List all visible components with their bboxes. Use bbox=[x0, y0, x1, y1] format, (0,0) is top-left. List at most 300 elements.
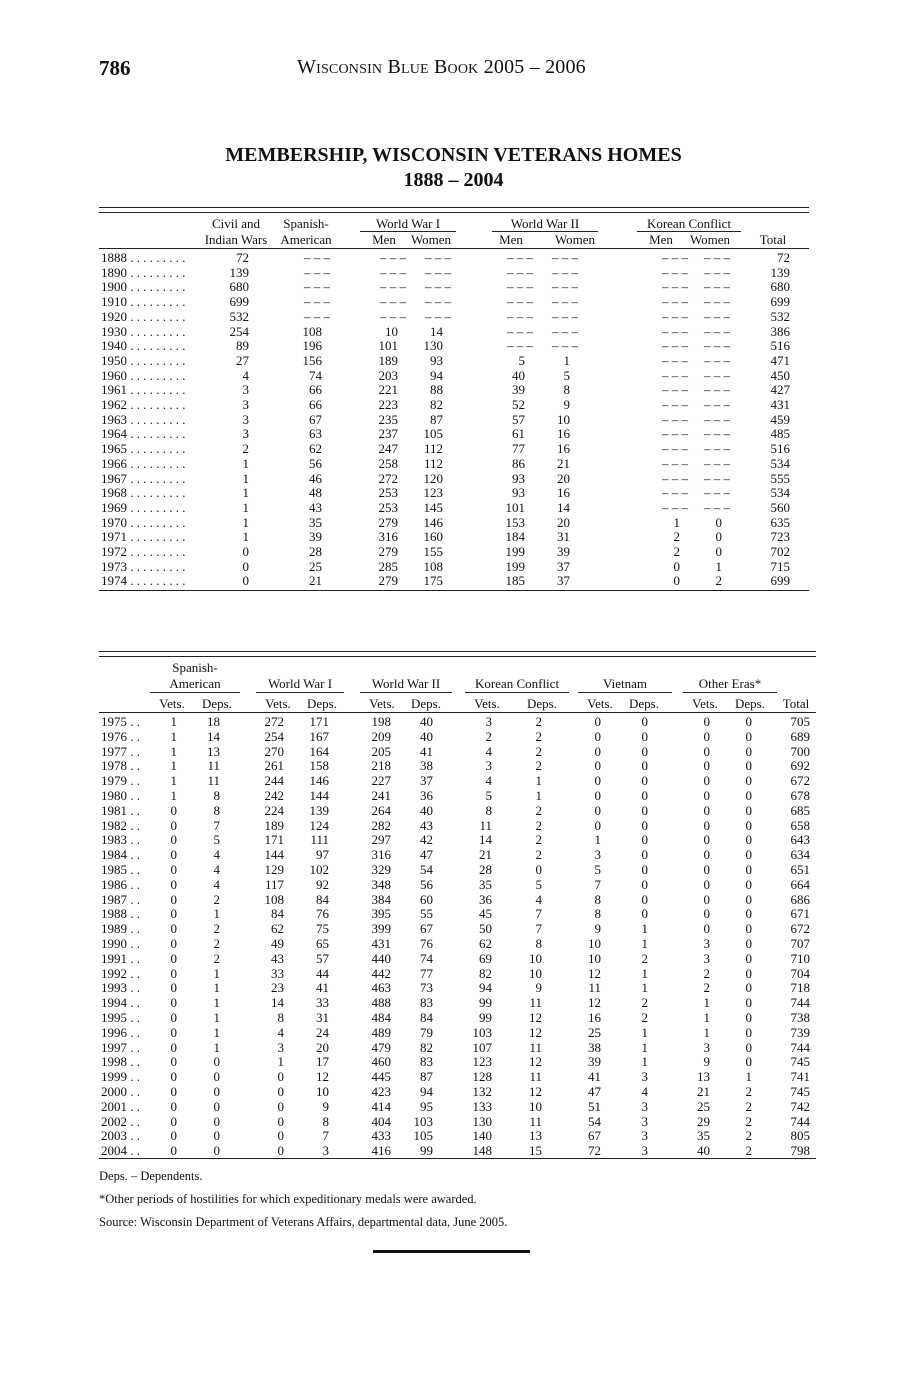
table1-cell: 145 bbox=[423, 499, 443, 515]
table2-cell: 0 bbox=[641, 847, 648, 863]
table2-cell: 47 bbox=[588, 1084, 601, 1099]
table1-cell: 14 bbox=[557, 499, 570, 515]
table2-cell: 272 bbox=[264, 714, 284, 729]
table2-cell: 0 bbox=[170, 950, 177, 966]
table1-cell: 72 bbox=[777, 250, 790, 265]
table2-row-year: 1977 . . bbox=[101, 743, 140, 759]
t2-vets-hdr: Vets. bbox=[159, 696, 185, 711]
table1-cell: 189 bbox=[378, 352, 398, 368]
table2-cell: 92 bbox=[316, 876, 329, 892]
table2-cell: 0 bbox=[170, 906, 177, 922]
table1-cell: – – – bbox=[507, 308, 533, 324]
table1-cell: – – – bbox=[662, 279, 688, 295]
table1-cell: 702 bbox=[770, 544, 790, 559]
table2-cell: 0 bbox=[213, 1084, 220, 1099]
table1-cell: 108 bbox=[302, 323, 322, 339]
table1-cell: 285 bbox=[378, 558, 398, 574]
table1-row-year: 1962 . . . . . . . . . bbox=[101, 397, 186, 412]
table2-cell: 40 bbox=[420, 802, 433, 818]
table1-row-year: 1966 . . . . . . . . . bbox=[101, 455, 186, 471]
table2-cell: 54 bbox=[420, 862, 433, 877]
table2-cell: 130 bbox=[472, 1113, 492, 1129]
table2-row-year: 1981 . . bbox=[101, 802, 140, 818]
table2-cell: 0 bbox=[170, 847, 177, 863]
table2-cell: 9 bbox=[594, 921, 601, 937]
table1-top-rule-2 bbox=[99, 212, 809, 213]
table1-cell: 3 bbox=[242, 382, 249, 398]
table2-cell: 4 bbox=[641, 1084, 648, 1099]
table2-cell: 0 bbox=[703, 728, 710, 744]
table2-cell: 227 bbox=[371, 773, 391, 789]
table2-cell: 2 bbox=[535, 832, 542, 848]
table1-cell: 272 bbox=[378, 470, 398, 486]
table2-cell: 254 bbox=[264, 728, 284, 744]
table2-cell: 0 bbox=[703, 714, 710, 729]
t2-vets-hdr: Vets. bbox=[369, 696, 395, 711]
t1-korea-hdr: Korean Conflict bbox=[646, 216, 732, 231]
table2-cell: 94 bbox=[479, 980, 492, 996]
table2-cell: 1 bbox=[535, 788, 542, 803]
table2-cell: 4 bbox=[213, 876, 220, 892]
table2-cell: 10 bbox=[529, 965, 542, 981]
table2-cell: 0 bbox=[641, 773, 648, 789]
table2-cell: 83 bbox=[420, 1054, 433, 1070]
table2-cell: 133 bbox=[472, 1098, 492, 1114]
table2-cell: 7 bbox=[322, 1128, 329, 1144]
t1-ww2-women-hdr: Women bbox=[554, 232, 596, 247]
table1-cell: 123 bbox=[423, 485, 443, 501]
table1-cell: 555 bbox=[770, 470, 790, 486]
table2-cell: 2 bbox=[745, 1098, 752, 1114]
running-head bbox=[99, 56, 815, 82]
table2-cell: 384 bbox=[371, 891, 391, 907]
table1-cell: 108 bbox=[423, 558, 443, 574]
table2-row-year: 1982 . . bbox=[101, 817, 140, 833]
table2-cell: 2 bbox=[535, 847, 542, 863]
table2-row-year: 1992 . . bbox=[101, 965, 140, 981]
table1-cell: 39 bbox=[309, 529, 322, 545]
table2-cell: 433 bbox=[371, 1128, 391, 1144]
table2-cell: 31 bbox=[316, 1010, 329, 1025]
table2-cell: 38 bbox=[588, 1039, 601, 1055]
table1-cell: 72 bbox=[236, 250, 249, 265]
table2-cell: 8 bbox=[213, 802, 220, 818]
t2-deps-hdr: Deps. bbox=[735, 696, 765, 711]
table2-cell: 13 bbox=[207, 743, 220, 759]
table2-cell: 0 bbox=[745, 980, 752, 996]
table1-cell: 699 bbox=[770, 573, 790, 589]
table1-cell: – – – bbox=[425, 294, 451, 310]
table2-cell: 805 bbox=[790, 1128, 810, 1144]
table2-cell: 146 bbox=[309, 773, 329, 789]
table2-cell: 404 bbox=[371, 1113, 391, 1129]
t1-ww2-hdr: World War II bbox=[510, 216, 580, 231]
table2-cell: 0 bbox=[703, 743, 710, 759]
table2-cell: 0 bbox=[277, 1098, 284, 1114]
table2-cell: 0 bbox=[213, 1143, 220, 1159]
table1-cell: 254 bbox=[229, 323, 249, 339]
table2-cell: 60 bbox=[420, 891, 433, 907]
table2-cell: 0 bbox=[170, 1024, 177, 1040]
table2-cell: 54 bbox=[588, 1113, 601, 1129]
table2-cell: 4 bbox=[213, 862, 220, 877]
table2-cell: 489 bbox=[371, 1024, 391, 1040]
table2-cell: 11 bbox=[207, 773, 220, 789]
table2-cell: 3 bbox=[594, 847, 601, 863]
table2-cell: 67 bbox=[588, 1128, 601, 1144]
table1-row-year: 1968 . . . . . . . . . bbox=[101, 485, 186, 501]
table2-cell: 97 bbox=[316, 847, 329, 863]
table1-cell: – – – bbox=[380, 250, 406, 265]
t1-spanish-hdr-2: American bbox=[280, 232, 332, 247]
table1-cell: 534 bbox=[770, 485, 790, 501]
table1-cell: 66 bbox=[309, 397, 322, 412]
table2-cell: 224 bbox=[264, 802, 284, 818]
table2-cell: 41 bbox=[316, 980, 329, 996]
table2-cell: 3 bbox=[277, 1039, 284, 1055]
book-title: Wisconsin Blue Book 2005 – 2006 bbox=[297, 56, 586, 78]
table2-cell: 4 bbox=[485, 743, 492, 759]
table1-cell: 560 bbox=[770, 499, 790, 515]
table2-cell: 710 bbox=[790, 950, 810, 966]
table1-cell: 139 bbox=[770, 264, 790, 280]
table1-cell: 1 bbox=[242, 514, 249, 530]
table2-cell: 40 bbox=[420, 728, 433, 744]
table1-cell: 10 bbox=[385, 323, 398, 339]
table2-cell: 38 bbox=[420, 758, 433, 774]
table2-cell: 40 bbox=[697, 1143, 710, 1159]
table2-cell: 13 bbox=[697, 1069, 710, 1085]
table2-cell: 0 bbox=[641, 802, 648, 818]
table1-cell: 427 bbox=[770, 382, 790, 398]
table1-cell: 8 bbox=[563, 382, 570, 398]
table1-cell: – – – bbox=[662, 441, 688, 457]
table2-cell: 1 bbox=[745, 1069, 752, 1085]
table2-cell: 5 bbox=[535, 876, 542, 892]
table2-row-year: 1996 . . bbox=[101, 1024, 140, 1040]
table2-cell: 0 bbox=[170, 965, 177, 981]
table2-cell: 0 bbox=[703, 817, 710, 833]
table2-cell: 14 bbox=[479, 832, 492, 848]
table1-cell: 3 bbox=[242, 426, 249, 442]
t2-spanish-underline bbox=[150, 692, 240, 693]
table2-cell: 0 bbox=[703, 921, 710, 937]
table2-cell: 686 bbox=[790, 891, 810, 907]
table1-cell: 635 bbox=[770, 514, 790, 530]
table2-cell: 0 bbox=[170, 1098, 177, 1114]
table1-cell: 1 bbox=[715, 558, 722, 574]
table2-row-year: 1984 . . bbox=[101, 847, 140, 863]
table1-cell: – – – bbox=[380, 279, 406, 295]
t2-korea-underline bbox=[465, 692, 569, 693]
table2-cell: 0 bbox=[170, 1113, 177, 1129]
table2-cell: 0 bbox=[641, 817, 648, 833]
table1-cell: 532 bbox=[229, 308, 249, 324]
table1-cell: – – – bbox=[704, 499, 730, 515]
table2-cell: 218 bbox=[371, 758, 391, 774]
table2-cell: 742 bbox=[790, 1098, 810, 1114]
table2-cell: 2 bbox=[745, 1084, 752, 1099]
table2-cell: 4 bbox=[535, 891, 542, 907]
table1-cell: 316 bbox=[378, 529, 398, 545]
table2-row-year: 1980 . . bbox=[101, 788, 140, 803]
table2-cell: 1 bbox=[213, 980, 220, 996]
table1-cell: 16 bbox=[557, 485, 570, 501]
table2-cell: 678 bbox=[790, 788, 810, 803]
table2-cell: 57 bbox=[316, 950, 329, 966]
table2-cell: 3 bbox=[703, 936, 710, 951]
table2-cell: 463 bbox=[371, 980, 391, 996]
table1-cell: 67 bbox=[309, 411, 322, 427]
table2-row-year: 1991 . . bbox=[101, 950, 140, 966]
table2-cell: 651 bbox=[790, 862, 810, 877]
table1-cell: 1 bbox=[242, 455, 249, 471]
table2-cell: 84 bbox=[316, 891, 329, 907]
table1-cell: – – – bbox=[662, 411, 688, 427]
table1-cell: 146 bbox=[423, 514, 443, 530]
table1-cell: 35 bbox=[309, 514, 322, 530]
table2-cell: 1 bbox=[594, 832, 601, 848]
table2-cell: 1 bbox=[641, 965, 648, 981]
table2-cell: 479 bbox=[371, 1039, 391, 1055]
table1-cell: 184 bbox=[505, 529, 525, 545]
table2-cell: 11 bbox=[588, 980, 601, 996]
table2-cell: 440 bbox=[371, 950, 391, 966]
table1-cell: 1 bbox=[242, 529, 249, 545]
t2-vets-hdr: Vets. bbox=[587, 696, 613, 711]
table1-cell: 199 bbox=[505, 558, 525, 574]
table2-cell: 348 bbox=[371, 876, 391, 892]
table1-cell: – – – bbox=[304, 264, 330, 280]
table2-cell: 25 bbox=[697, 1098, 710, 1114]
table1-cell: 27 bbox=[236, 352, 249, 368]
table1-cell: 680 bbox=[229, 279, 249, 295]
table2-cell: 3 bbox=[703, 950, 710, 966]
table1-cell: 28 bbox=[309, 544, 322, 559]
table2-cell: 123 bbox=[472, 1054, 492, 1070]
table1-cell: – – – bbox=[662, 485, 688, 501]
t2-deps-hdr: Deps. bbox=[307, 696, 337, 711]
table2-cell: 11 bbox=[479, 817, 492, 833]
table2-cell: 117 bbox=[264, 876, 284, 892]
table1-cell: – – – bbox=[304, 279, 330, 295]
table2-cell: 484 bbox=[371, 1010, 391, 1025]
table2-cell: 0 bbox=[170, 1010, 177, 1025]
table1-cell: 56 bbox=[309, 455, 322, 471]
table1-cell: 516 bbox=[770, 441, 790, 457]
table2-cell: 41 bbox=[420, 743, 433, 759]
table2-cell: 8 bbox=[594, 906, 601, 922]
table2-cell: 35 bbox=[697, 1128, 710, 1144]
table2-cell: 0 bbox=[535, 862, 542, 877]
table2-top-rule bbox=[99, 651, 816, 652]
table1-cell: – – – bbox=[425, 250, 451, 265]
table1-cell: – – – bbox=[507, 338, 533, 354]
table1-cell: – – – bbox=[380, 294, 406, 310]
table1-row-year: 1890 . . . . . . . . . bbox=[101, 264, 186, 280]
t2-vietnam-underline bbox=[578, 692, 672, 693]
table2-cell: 1 bbox=[170, 743, 177, 759]
table1-row-year: 1960 . . . . . . . . . bbox=[101, 367, 186, 383]
table1-cell: – – – bbox=[507, 323, 533, 339]
table1-cell: 25 bbox=[309, 558, 322, 574]
table2-cell: 62 bbox=[479, 936, 492, 951]
table2-cell: 5 bbox=[594, 862, 601, 877]
table2-cell: 10 bbox=[588, 936, 601, 951]
table1-cell: – – – bbox=[662, 352, 688, 368]
table2-cell: 0 bbox=[703, 802, 710, 818]
table2-cell: 744 bbox=[790, 1113, 810, 1129]
table2-row-year: 1986 . . bbox=[101, 876, 140, 892]
table2-cell: 658 bbox=[790, 817, 810, 833]
table1-cell: 40 bbox=[512, 367, 525, 383]
table1-cell: 89 bbox=[236, 338, 249, 354]
table2-row-year: 2004 . . bbox=[101, 1143, 140, 1159]
table2-cell: 431 bbox=[371, 936, 391, 951]
table1-cell: 74 bbox=[309, 367, 322, 383]
table2-cell: 99 bbox=[479, 1010, 492, 1025]
table2-cell: 1 bbox=[170, 773, 177, 789]
table2-cell: 14 bbox=[207, 728, 220, 744]
table2-row-year: 1990 . . bbox=[101, 936, 140, 951]
table1-cell: 63 bbox=[309, 426, 322, 442]
table1-cell: 93 bbox=[430, 352, 443, 368]
table2-cell: 8 bbox=[322, 1113, 329, 1129]
t2-vets-hdr: Vets. bbox=[265, 696, 291, 711]
table2-cell: 297 bbox=[371, 832, 391, 848]
table1-cell: – – – bbox=[380, 308, 406, 324]
table1-cell: 5 bbox=[563, 367, 570, 383]
table1-cell: – – – bbox=[704, 338, 730, 354]
table1-cell: 94 bbox=[430, 367, 443, 383]
table2-cell: 33 bbox=[271, 965, 284, 981]
table2-row-year: 1999 . . bbox=[101, 1069, 140, 1085]
table2-cell: 0 bbox=[641, 862, 648, 877]
table2-cell: 12 bbox=[588, 965, 601, 981]
table2-cell: 0 bbox=[277, 1128, 284, 1144]
table2-cell: 2 bbox=[641, 995, 648, 1011]
table1-row-year: 1888 . . . . . . . . . bbox=[101, 250, 186, 265]
table2-cell: 94 bbox=[420, 1084, 433, 1099]
table2-cell: 0 bbox=[745, 817, 752, 833]
table2-cell: 139 bbox=[309, 802, 329, 818]
table2-cell: 108 bbox=[264, 891, 284, 907]
table2-cell: 634 bbox=[790, 847, 810, 863]
table2-cell: 0 bbox=[170, 802, 177, 818]
table2-cell: 2 bbox=[703, 965, 710, 981]
table1-cell: – – – bbox=[425, 279, 451, 295]
table2-cell: 28 bbox=[479, 862, 492, 877]
table1-cell: 101 bbox=[378, 338, 398, 354]
t2-ww1-underline bbox=[256, 692, 344, 693]
table2-cell: 423 bbox=[371, 1084, 391, 1099]
page-number: 786 bbox=[99, 56, 131, 80]
table2-cell: 0 bbox=[277, 1113, 284, 1129]
table2-cell: 0 bbox=[170, 1143, 177, 1159]
note-source: Source: Wisconsin Department of Veterans Affairs, departmental data, June 2005. bbox=[99, 1215, 508, 1229]
table2-cell: 105 bbox=[413, 1128, 433, 1144]
table2-cell: 5 bbox=[485, 788, 492, 803]
table2-cell: 51 bbox=[588, 1098, 601, 1114]
table2-cell: 2 bbox=[745, 1113, 752, 1129]
table2-cell: 10 bbox=[588, 950, 601, 966]
table2-cell: 0 bbox=[170, 1084, 177, 1099]
table2-cell: 244 bbox=[264, 773, 284, 789]
table2-cell: 0 bbox=[703, 788, 710, 803]
table2-cell: 264 bbox=[371, 802, 391, 818]
table1-row-year: 1969 . . . . . . . . . bbox=[101, 499, 186, 515]
table2-cell: 99 bbox=[479, 995, 492, 1011]
table2-cell: 84 bbox=[420, 1010, 433, 1025]
table1-cell: – – – bbox=[662, 323, 688, 339]
table2-cell: 2 bbox=[213, 936, 220, 951]
table1-cell: 279 bbox=[378, 573, 398, 589]
table1-cell: – – – bbox=[662, 426, 688, 442]
table1-row-year: 1974 . . . . . . . . . bbox=[101, 573, 186, 589]
table1-cell: 112 bbox=[423, 455, 443, 471]
t1-ww2-men-hdr: Men bbox=[499, 232, 523, 247]
table2-cell: 76 bbox=[420, 936, 433, 951]
footnotes bbox=[99, 1165, 507, 1234]
table2-cell: 12 bbox=[529, 1084, 542, 1099]
table2-cell: 672 bbox=[790, 921, 810, 937]
table1-row-year: 1930 . . . . . . . . . bbox=[101, 323, 186, 339]
table2-cell: 189 bbox=[264, 817, 284, 833]
table2-cell: 7 bbox=[213, 817, 220, 833]
table1-row-year: 1961 . . . . . . . . . bbox=[101, 382, 186, 398]
table1-cell: 699 bbox=[229, 294, 249, 310]
table2-cell: 0 bbox=[170, 980, 177, 996]
table2-cell: 111 bbox=[310, 832, 329, 848]
table2-cell: 241 bbox=[371, 788, 391, 803]
table1-cell: – – – bbox=[704, 352, 730, 368]
t2-vets-hdr: Vets. bbox=[474, 696, 500, 711]
table2-cell: 692 bbox=[790, 758, 810, 774]
table1-cell: 87 bbox=[430, 411, 443, 427]
table2-cell: 1 bbox=[535, 773, 542, 789]
table1-cell: 386 bbox=[770, 323, 790, 339]
t2-other-eras-underline bbox=[683, 692, 777, 693]
t2-korea-hdr: Korean Conflict bbox=[474, 676, 560, 691]
table1-cell: 4 bbox=[242, 367, 249, 383]
table1-cell: – – – bbox=[704, 264, 730, 280]
table2-cell: 1 bbox=[170, 714, 177, 729]
table2-cell: 685 bbox=[790, 802, 810, 818]
table2-cell: 0 bbox=[745, 1024, 752, 1040]
table2-cell: 0 bbox=[745, 950, 752, 966]
table1-cell: 450 bbox=[770, 367, 790, 383]
table1-cell: – – – bbox=[662, 455, 688, 471]
table1-cell: – – – bbox=[704, 250, 730, 265]
table1-cell: 105 bbox=[423, 426, 443, 442]
table2-row-year: 1994 . . bbox=[101, 995, 140, 1011]
table2-cell: 4 bbox=[485, 773, 492, 789]
table2-cell: 0 bbox=[703, 847, 710, 863]
table2-cell: 36 bbox=[479, 891, 492, 907]
table2-row-year: 1989 . . bbox=[101, 921, 140, 937]
table2-cell: 0 bbox=[745, 728, 752, 744]
table2-cell: 13 bbox=[529, 1128, 542, 1144]
table2-cell: 0 bbox=[594, 802, 601, 818]
table2-cell: 82 bbox=[479, 965, 492, 981]
table2-cell: 414 bbox=[371, 1098, 391, 1114]
table2-cell: 2 bbox=[745, 1143, 752, 1159]
table2-cell: 0 bbox=[170, 817, 177, 833]
table1-row-year: 1910 . . . . . . . . . bbox=[101, 294, 186, 310]
table2-cell: 0 bbox=[170, 921, 177, 937]
table1-cell: 3 bbox=[242, 397, 249, 412]
table1-bottom-rule bbox=[99, 590, 809, 591]
